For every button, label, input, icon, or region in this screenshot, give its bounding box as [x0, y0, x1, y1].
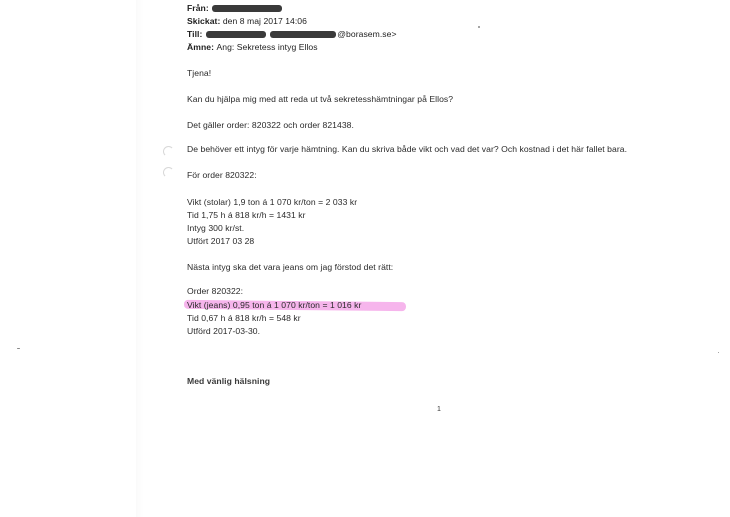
redacted-sender	[212, 5, 282, 12]
paragraph-request: Kan du hjälpa mig med att reda ut två sekretesshämtningar på Ellos?	[187, 94, 454, 104]
scan-speck	[718, 352, 719, 353]
to-label: Till:	[187, 29, 203, 39]
page-number: 1	[437, 406, 441, 413]
order1-line: Intyg 300 kr/st.	[187, 223, 245, 233]
scan-speck	[17, 348, 20, 349]
redacted-recipient-name	[206, 31, 266, 38]
sent-line	[187, 17, 307, 26]
order2-line: Vikt (jeans) 0,95 ton á 1 070 kr/ton = 1 016 kr	[187, 300, 362, 310]
to-value-tail: @borasem.se>	[337, 29, 397, 39]
order2-heading: Order 820322:	[187, 286, 244, 296]
order2-line: Utförd 2017-03-30.	[187, 326, 261, 336]
greeting: Tjena!	[187, 68, 212, 78]
scan-speck	[478, 26, 480, 28]
paragraph-certificate: De behöver ett intyg för varje hämtning. Kan du skriva både vikt och vad det var? Och kostnad i det här fallet bara.	[187, 144, 628, 154]
subject-value: Ang: Sekretess intyg Ellos	[216, 42, 318, 52]
order2-line: Tid 0,67 h á 818 kr/h = 548 kr	[187, 313, 301, 323]
scan-shade	[136, 0, 144, 517]
order1-line: Tid 1,75 h á 818 kr/h = 1431 kr	[187, 210, 306, 220]
scan-artifact-ring	[163, 146, 174, 157]
from-label: Från:	[187, 3, 209, 13]
order1-line: Utfört 2017 03 28	[187, 236, 255, 246]
signoff: Med vänlig hälsning	[187, 376, 271, 386]
paragraph-orders: Det gäller order: 820322 och order 821438.	[187, 120, 354, 130]
paragraph-next-certificate: Nästa intyg ska det vara jeans om jag förstod det rätt:	[187, 262, 394, 272]
to-line	[187, 30, 397, 39]
subject-label: Ämne:	[187, 42, 214, 52]
sent-value: den 8 maj 2017 14:06	[222, 16, 307, 26]
from-line	[187, 4, 283, 13]
sent-label: Skickat:	[187, 16, 221, 26]
redacted-recipient-address	[270, 31, 336, 38]
subject-line	[187, 43, 318, 52]
order1-line: Vikt (stolar) 1,9 ton á 1 070 kr/ton = 2 033 kr	[187, 197, 358, 207]
scan-artifact-ring	[163, 167, 174, 178]
order1-heading: För order 820322:	[187, 170, 257, 180]
